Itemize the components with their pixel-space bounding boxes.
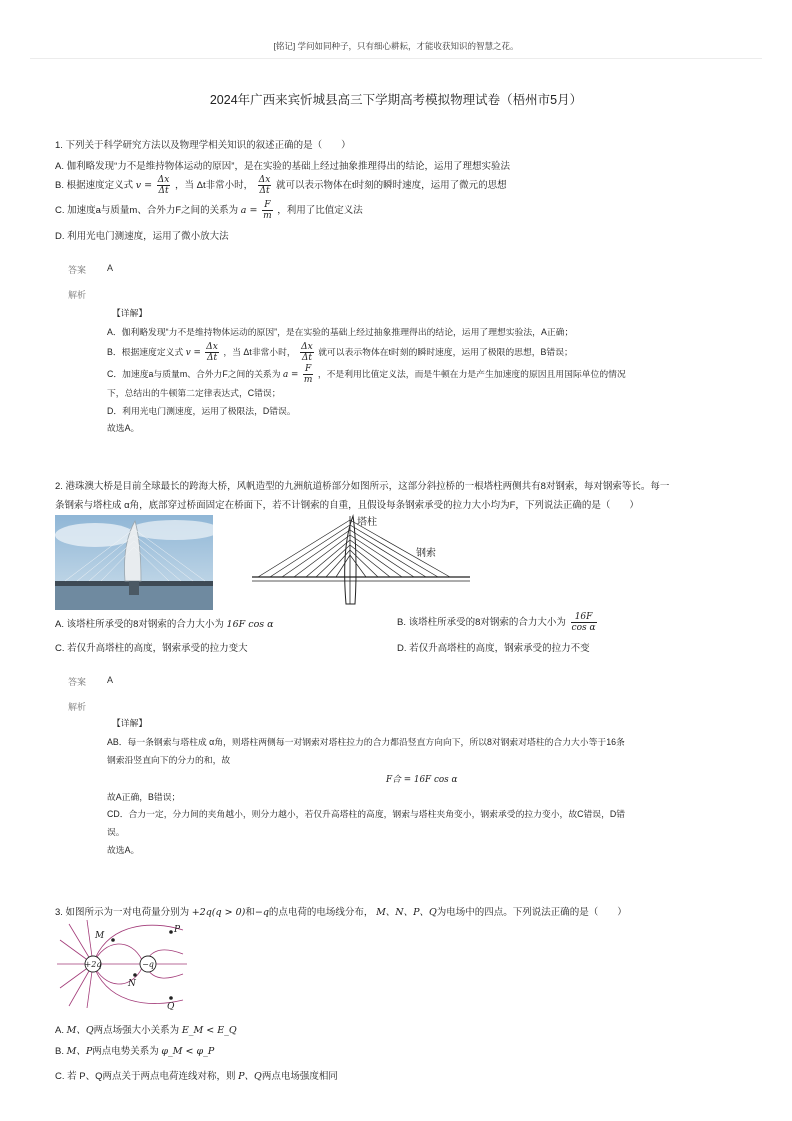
q2-solution-cd-1: CD．合力一定，分力间的夹角越小，则分力越小，若仅升高塔柱的高度，钢索与塔柱夹角变小，钢索承受的拉力变小，故C错误，D错 — [107, 809, 626, 819]
q1-solution-d: D．利用光电门测速度，运用了极限法，D错误。 — [107, 406, 296, 416]
electric-field-diagram — [55, 918, 195, 1010]
q1-answer-value: A — [107, 263, 114, 273]
q3-option-a[interactable]: A. M、Q两点场强大小关系为 E_M < E_Q — [55, 1025, 237, 1036]
q1-option-b-fraction-2: $\frac{\Delta x}{\Delta t}$ — [258, 175, 271, 196]
q2-option-b[interactable]: B. 该塔柱所承受的8对钢索的合力大小为 $\frac{16F}{\text{cos α}}$ — [397, 612, 596, 633]
q1-solution-end: 故选A。 — [107, 423, 140, 433]
q3-option-c[interactable]: C. 若 P、Q两点关于两点电荷连线对称，则 P、Q两点电场强度相同 — [55, 1071, 338, 1082]
q2-solution-end: 故选A。 — [107, 845, 140, 855]
motto-note: [铭记] 学问如同种子，只有细心耕耘，才能收获知识的智慧之花。 — [273, 41, 519, 51]
cable-stayed-diagram — [250, 512, 472, 607]
q2-solution-ab-2: 钢索沿竖直向下的分力的和，故 — [107, 755, 231, 765]
q1-option-b-text-1: B. 根据速度定义式 — [55, 180, 134, 192]
cable-label: 钢索 — [416, 548, 436, 559]
point-m — [111, 938, 115, 942]
q1-solution-a: A．伽利略发现“力不是维持物体运动的原因”，是在实验的基础上经过抽象推理得出的结论，运用了理想实验法，A正确； — [107, 327, 574, 337]
field-lines — [57, 920, 187, 1008]
q1-solution-c-cont: 下，总结出的牛顿第二定律表达式，C错误； — [107, 388, 281, 398]
q2-solution-formula: F合 = 16F cos α — [386, 775, 458, 785]
q3-option-b[interactable]: B. M、P两点电势关系为 φ_M < φ_P — [55, 1046, 215, 1057]
q1-stem: 1. 下列关于科学研究方法以及物理学相关知识的叙述正确的是（ ） — [55, 140, 351, 151]
q2-stem-line1: 2. 港珠澳大桥是目前全球最长的跨海大桥，风帆造型的九洲航道桥部分如图所示，这部分斜拉桥的一根塔柱两侧共有8对钢索，每对钢索等长。每一 — [55, 481, 670, 492]
q2-option-a[interactable]: A. 该塔柱所承受的8对钢索的合力大小为 16F cos α — [55, 619, 274, 630]
svg-text:P: P — [174, 925, 181, 935]
q2-answer-value: A — [107, 675, 114, 685]
q1-solution-b: B．根据速度定义式 v = $\frac{\Delta x}{\Delta t}$ ，当 Δt非常小时， $\frac{\Delta x}{\Delta t}$ 就可以表示物体在t时刻的瞬时速度，运用了极限的思想，B错误； — [107, 342, 573, 363]
header-divider — [30, 58, 762, 59]
q1-analysis-label: 解析 — [68, 290, 87, 300]
svg-text:M: M — [95, 931, 105, 941]
tower-label: 塔柱 — [357, 517, 377, 528]
svg-text:N: N — [128, 979, 136, 989]
q1-option-b-math: v = — [135, 180, 153, 192]
q1-option-c[interactable]: C. 加速度a与质量m、合外力F之间的关系为 a = $\frac{F}{m}$ ，利用了比值定义法 — [55, 200, 363, 221]
q1-detail-label: 【详解】 — [112, 308, 148, 318]
q3-stem: 3. 如图所示为一对电荷量分别为 +2q(q > 0)和−q的点电荷的电场线分布， M、N、P、Q为电场中的四点。下列说法正确的是（ ） — [55, 907, 627, 918]
q1-option-a[interactable]: A. 伽利略发现“力不是维持物体运动的原因”，是在实验的基础上经过抽象推理得出的结论，运用了理想实验法 — [55, 161, 510, 172]
q1-solution-c: C．加速度a与质量m、合外力F之间的关系为 a = $\frac{F}{m}$ ，不是利用比值定义法，而是牛顿在力是产生加速度的原因且用国际单位的情况 — [107, 364, 626, 385]
q2-answer-label: 答案 — [68, 677, 87, 687]
q1-option-d[interactable]: D. 利用光电门测速度，运用了微小放大法 — [55, 231, 229, 242]
q2-option-d[interactable]: D. 若仅升高塔柱的高度，钢索承受的拉力不变 — [397, 643, 590, 654]
q2-detail-label: 【详解】 — [112, 718, 148, 728]
point-q — [169, 996, 173, 1000]
svg-text:+2q: +2q — [84, 960, 102, 969]
q2-solution-ab-3: 故A正确，B错误； — [107, 792, 181, 802]
q2-option-c[interactable]: C. 若仅升高塔柱的高度，钢索承受的拉力变大 — [55, 643, 248, 654]
svg-text:−q: −q — [142, 960, 154, 969]
q1-option-b[interactable]: B. 根据速度定义式 v = $\frac{\Delta x}{\Delta t}$ ，当 Δt非常小时， $\frac{\Delta x}{\Delta t}$ 就可以表示物体在t时刻的瞬时速度，运用了微元的思想 — [55, 175, 507, 196]
q1-option-c-fraction: $\frac{F}{m}$ — [263, 200, 272, 221]
page-title: 2024年广西来宾忻城县高三下学期高考模拟物理试卷（梧州市5月） — [209, 93, 583, 107]
point-n — [133, 973, 137, 977]
q2-solution-cd-2: 误。 — [107, 827, 125, 837]
svg-text:Q: Q — [167, 1002, 175, 1010]
q1-answer-label: 答案 — [68, 265, 87, 275]
q2-analysis-label: 解析 — [68, 702, 87, 712]
point-p — [169, 930, 173, 934]
bridge-photo — [55, 515, 213, 610]
q2-stem-line2: 条钢索与塔柱成 α角，底部穿过桥面固定在桥面下，若不计钢索的自重，且假设每条钢索承受的拉力大小均为F，下列说法正确的是（ ） — [55, 500, 639, 511]
q1-option-b-fraction: $\frac{\Delta x}{\Delta t}$ — [157, 175, 170, 196]
q2-solution-ab-1: AB．每一条钢索与塔柱成 α角，则塔柱两侧每一对钢索对塔柱拉力的合力都沿竖直方向向下，所以8对钢索对塔柱的合力大小等于16条 — [107, 737, 625, 747]
